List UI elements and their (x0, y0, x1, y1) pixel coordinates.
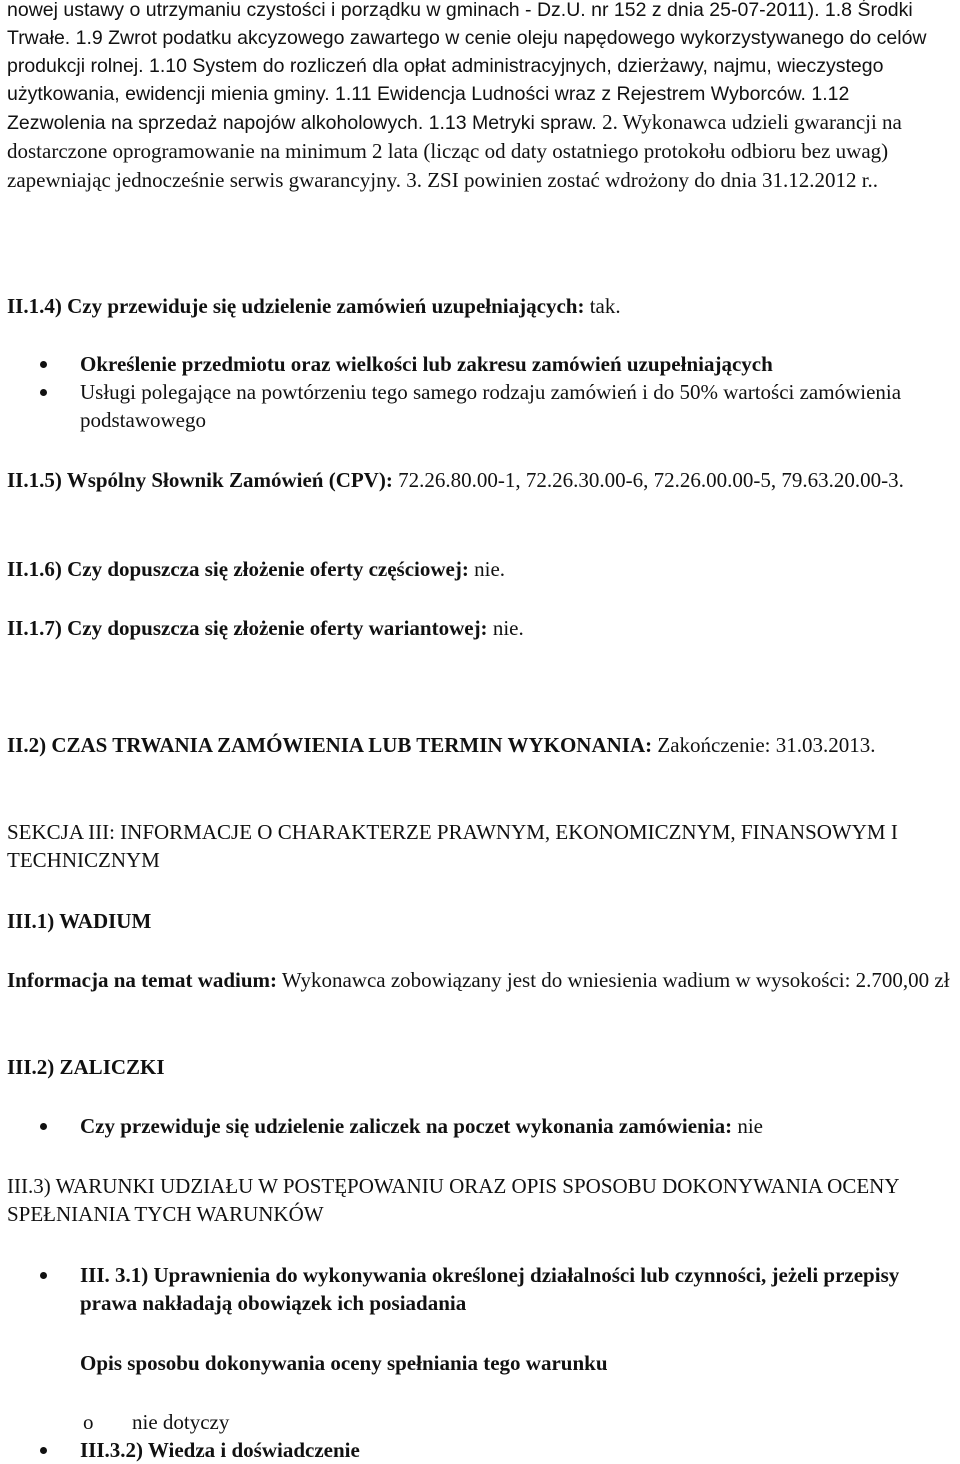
bullet-text: III. 3.1) Uprawnienia do wykonywania określonej działalności lub czynności, jeżeli przepisy prawa nakładają obowiązek ich posiadania (80, 1263, 900, 1315)
label-ii15: II.1.5) Wspólny Słownik Zamówień (CPV): (7, 468, 393, 492)
bullet-text: Określenie przedmiotu oraz wielkości lub zakresu zamówień uzupełniających (80, 352, 773, 376)
heading-sekcja-iii: SEKCJA III: INFORMACJE O CHARAKTERZE PRAWNYM, EKONOMICZNYM, FINANSOWYM I TECHNICZNYM (7, 820, 898, 872)
bullet-dot (40, 1447, 47, 1454)
heading-iii3: III.3) WARUNKI UDZIAŁU W POSTĘPOWANIU ORAZ OPIS SPOSOBU DOKONYWANIA OCENY SPEŁNIANIA TYCH WARUNKÓW (7, 1174, 899, 1226)
section-wadium (7, 966, 953, 994)
opis-sposobu-heading: Opis sposobu dokonywania oceny spełniania tego warunku (80, 1351, 608, 1375)
label-ii14: II.1.4) Czy przewiduje się udzielenie zamówień uzupełniających: (7, 294, 585, 318)
bullet-dot (40, 389, 47, 396)
section-ii14 (7, 292, 953, 320)
heading-iii2: III.2) ZALICZKI (7, 1055, 165, 1079)
text-modules-part1: nowej ustawy o utrzymaniu czystości i porządku w gminach - Dz.U. nr 152 z dnia 25-07-2011). 1.8 Środki Trwałe. 1.9 Zwrot podatku akcyzowego zawartego w cenie oleju napędowego wykorzystywanego do celów produkcji rolnej. (7, 0, 927, 77)
circle-item-text: nie dotyczy (132, 1410, 230, 1434)
bullet-dot (40, 1272, 47, 1279)
bullet-dot (40, 361, 47, 368)
value-wadium: Wykonawca zobowiązany jest do wniesienia wadium w wysokości: 2.700,00 zł (277, 968, 950, 992)
label-ii2: II.2) CZAS TRWANIA ZAMÓWIENIA LUB TERMIN WYKONANIA: (7, 733, 653, 757)
bullet-text: III.3.2) Wiedza i doświadczenie (80, 1438, 360, 1462)
label-wadium: Informacja na temat wadium: (7, 968, 278, 992)
section-ii15 (7, 466, 953, 494)
text-modules-part2: 1.10 System do rozliczeń dla opłat administracyjnych, dzierżawy, najmu, wieczystego użytkowania, ewidencji mienia gminy. 1.11 Ewidencja Ludności wraz z Rejestrem Wyborców. 1.12 Zezwolenia na sprzedaż napojów alkoholowych. 1.13 Metryki spraw. (7, 55, 884, 134)
paragraph-ii13-continuation (7, 0, 953, 195)
bullet-text: Usługi polegające na powtórzeniu tego samego rodzaju zamówień i do 50% wartości zamówienia podstawowego (80, 380, 902, 432)
circle-marker: o (83, 1410, 94, 1434)
value-ii16: nie. (468, 557, 506, 581)
label-ii17: II.1.7) Czy dopuszcza się złożenie oferty wariantowej: (7, 616, 488, 640)
bullet-dot (40, 1123, 47, 1130)
label-zaliczki: Czy przewiduje się udzielenie zaliczek na poczet wykonania zamówienia: (80, 1114, 733, 1138)
value-ii14: tak. (584, 294, 621, 318)
section-ii16 (7, 555, 953, 583)
value-ii15: 72.26.80.00-1, 72.26.30.00-6, 72.26.00.00-5, 79.63.20.00-3. (392, 468, 904, 492)
bullet-text (80, 1112, 950, 1140)
label-ii16: II.1.6) Czy dopuszcza się złożenie oferty częściowej: (7, 557, 469, 581)
value-zaliczki: nie (732, 1114, 763, 1138)
text-warranty: 2. Wykonawca udzieli gwarancji na dostarczone oprogramowanie na minimum 2 lata (licząc od daty ostatniego protokołu odbioru bez uwag) zapewniając jednocześnie serwis gwarancyjny. 3. ZSI powinien zostać wdrożony do dnia 31.12.2012 r.. (7, 110, 902, 192)
heading-iii1: III.1) WADIUM (7, 909, 152, 933)
section-ii2 (7, 731, 953, 759)
value-ii17: nie. (487, 616, 524, 640)
section-ii17 (7, 614, 953, 642)
value-ii2: Zakończenie: 31.03.2013. (652, 733, 876, 757)
